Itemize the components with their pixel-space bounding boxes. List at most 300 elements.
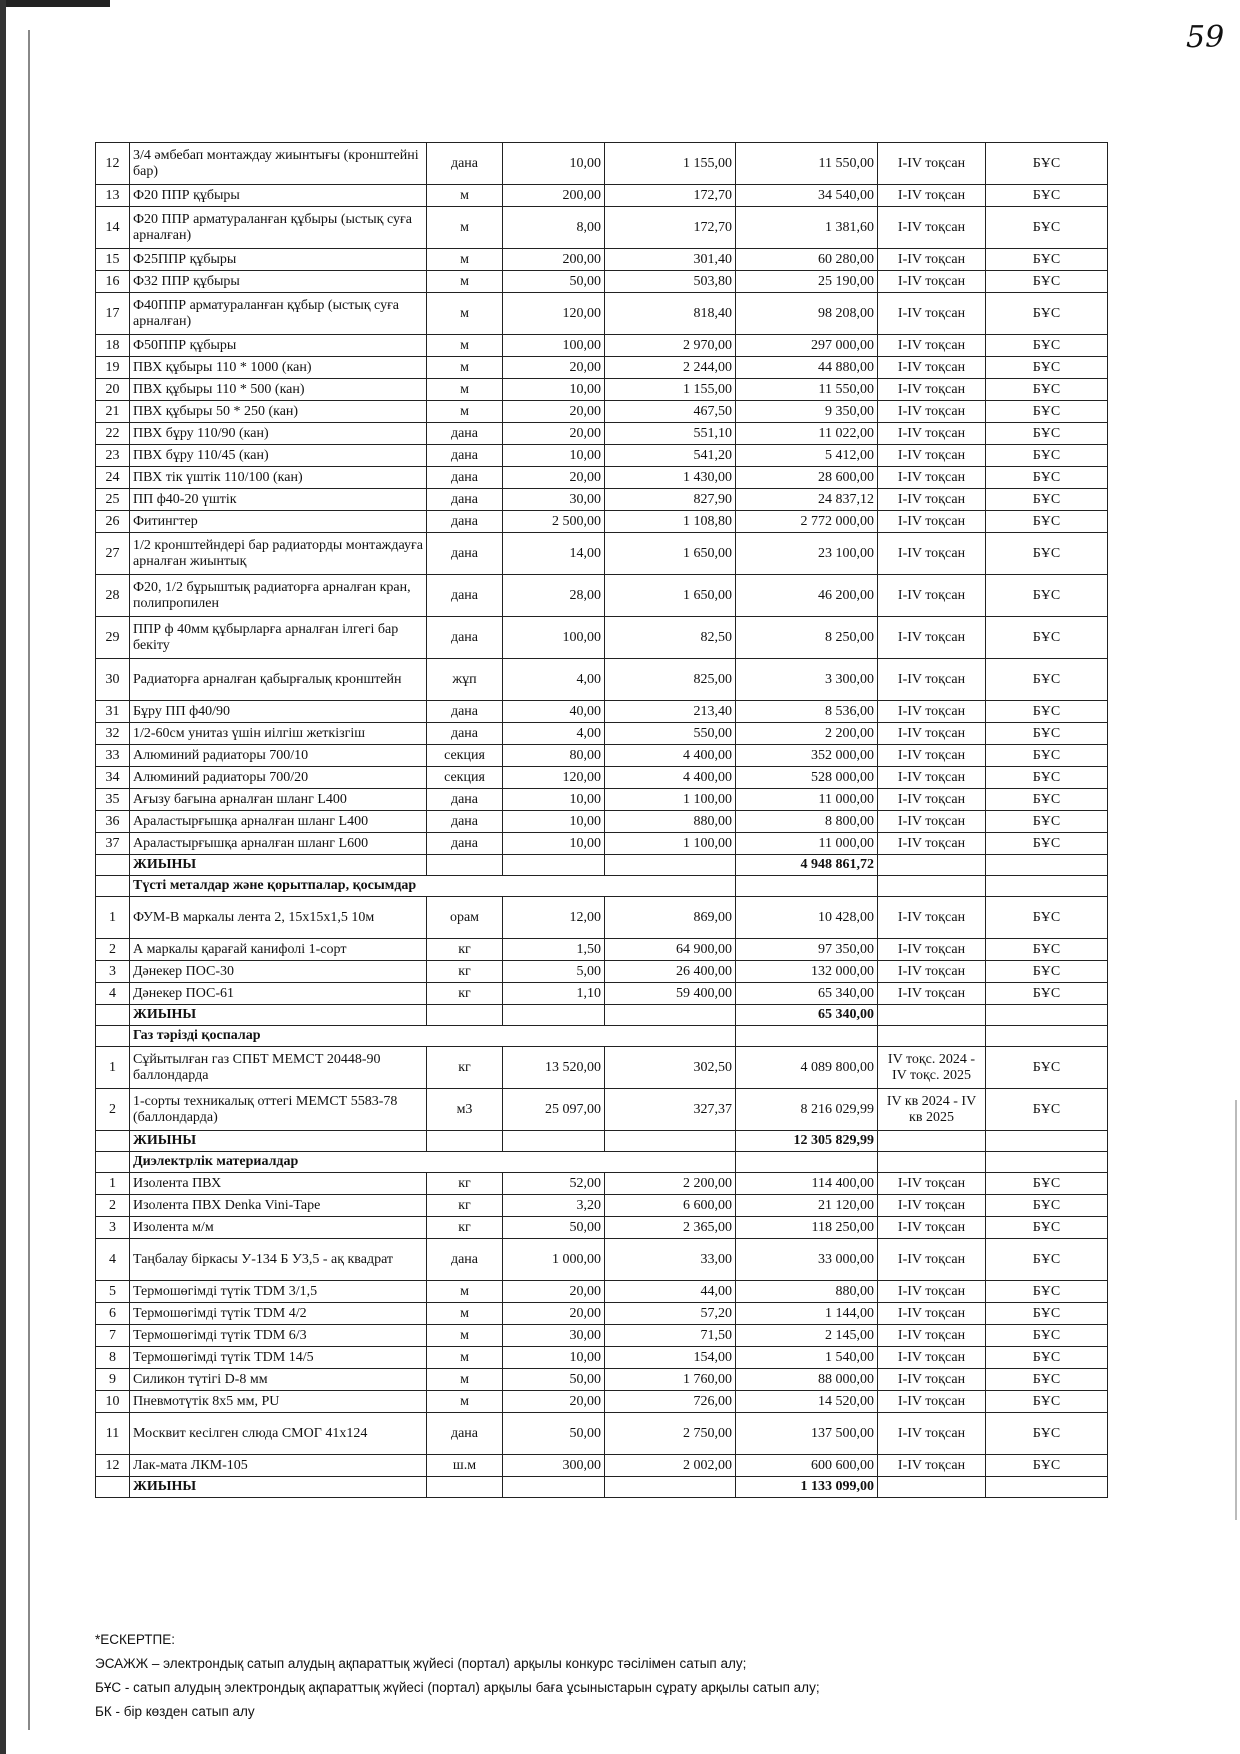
scan-edge-right — [1235, 1100, 1237, 1520]
unit-price: 213,40 — [605, 701, 736, 723]
item-name: ПП ф40-20 үштік — [130, 489, 427, 511]
empty-cell — [96, 1131, 130, 1152]
procurement-method: БҰС — [986, 1047, 1108, 1089]
table-row — [96, 939, 1108, 961]
amount: 2 200,00 — [736, 723, 878, 745]
unit: кг — [427, 983, 503, 1005]
row-number: 19 — [96, 357, 130, 379]
unit: секция — [427, 745, 503, 767]
quantity: 20,00 — [503, 357, 605, 379]
unit: дана — [427, 811, 503, 833]
empty-cell — [878, 1026, 986, 1047]
row-number: 8 — [96, 1347, 130, 1369]
procurement-method: БҰС — [986, 1413, 1108, 1455]
quantity: 3,20 — [503, 1195, 605, 1217]
unit-price: 4 400,00 — [605, 745, 736, 767]
quantity: 30,00 — [503, 489, 605, 511]
amount: 11 550,00 — [736, 143, 878, 185]
period: I-IV тоқсан — [878, 767, 986, 789]
row-number: 2 — [96, 1195, 130, 1217]
item-name: Дәнекер ПОС-30 — [130, 961, 427, 983]
section-header-row — [96, 876, 1108, 897]
unit-price: 825,00 — [605, 659, 736, 701]
quantity: 14,00 — [503, 533, 605, 575]
period: I-IV тоқсан — [878, 701, 986, 723]
page-number: 59 — [1186, 20, 1225, 55]
unit: секция — [427, 767, 503, 789]
table-row — [96, 1369, 1108, 1391]
table-row — [96, 745, 1108, 767]
section-header-row — [96, 1152, 1108, 1173]
amount: 880,00 — [736, 1281, 878, 1303]
unit: дана — [427, 575, 503, 617]
row-number: 6 — [96, 1303, 130, 1325]
table-row — [96, 983, 1108, 1005]
unit: м — [427, 1391, 503, 1413]
quantity: 20,00 — [503, 423, 605, 445]
row-number: 24 — [96, 467, 130, 489]
period: I-IV тоқсан — [878, 659, 986, 701]
amount: 137 500,00 — [736, 1413, 878, 1455]
item-name: ПВХ тік үштік 110/100 (кан) — [130, 467, 427, 489]
procurement-method: БҰС — [986, 701, 1108, 723]
amount: 1 144,00 — [736, 1303, 878, 1325]
row-number: 29 — [96, 617, 130, 659]
amount: 33 000,00 — [736, 1239, 878, 1281]
item-name: Фитингтер — [130, 511, 427, 533]
period: I-IV тоқсан — [878, 423, 986, 445]
item-name: Термошөгімді түтік TDM 3/1,5 — [130, 1281, 427, 1303]
amount: 118 250,00 — [736, 1217, 878, 1239]
period: I-IV тоқсан — [878, 1217, 986, 1239]
amount: 3 300,00 — [736, 659, 878, 701]
empty-cell — [605, 855, 736, 876]
period: I-IV тоқсан — [878, 897, 986, 939]
procurement-method: БҰС — [986, 1239, 1108, 1281]
row-number: 3 — [96, 961, 130, 983]
item-name: Ф50ППР құбыры — [130, 335, 427, 357]
item-name: Алюминий радиаторы 700/10 — [130, 745, 427, 767]
total-label: ЖИЫНЫ — [130, 1477, 427, 1498]
row-number: 9 — [96, 1369, 130, 1391]
unit-price: 1 100,00 — [605, 789, 736, 811]
unit-price: 327,37 — [605, 1089, 736, 1131]
empty-cell — [427, 1477, 503, 1498]
period: I-IV тоқсан — [878, 983, 986, 1005]
unit-price: 302,50 — [605, 1047, 736, 1089]
empty-cell — [96, 1026, 130, 1047]
unit: м — [427, 1369, 503, 1391]
procurement-method: БҰС — [986, 723, 1108, 745]
amount: 11 022,00 — [736, 423, 878, 445]
unit-price: 550,00 — [605, 723, 736, 745]
row-number: 12 — [96, 1455, 130, 1477]
unit: дана — [427, 723, 503, 745]
quantity: 10,00 — [503, 379, 605, 401]
amount: 9 350,00 — [736, 401, 878, 423]
item-name: Ф25ППР құбыры — [130, 249, 427, 271]
unit: м — [427, 335, 503, 357]
empty-cell — [503, 1477, 605, 1498]
row-number: 30 — [96, 659, 130, 701]
quantity: 5,00 — [503, 961, 605, 983]
row-number: 7 — [96, 1325, 130, 1347]
procurement-method: БҰС — [986, 445, 1108, 467]
item-name: ПВХ құбыры 110 * 1000 (кан) — [130, 357, 427, 379]
procurement-method: БҰС — [986, 467, 1108, 489]
amount: 24 837,12 — [736, 489, 878, 511]
table-row — [96, 1325, 1108, 1347]
notes-title: *ЕСКЕРТПЕ: — [95, 1632, 175, 1647]
quantity: 50,00 — [503, 1217, 605, 1239]
item-name: ПВХ құбыры 110 * 500 (кан) — [130, 379, 427, 401]
table-row — [96, 723, 1108, 745]
table-row — [96, 1173, 1108, 1195]
table-row — [96, 1195, 1108, 1217]
procurement-method: БҰС — [986, 897, 1108, 939]
item-name: Ф20, 1/2 бұрыштық радиаторға арналған кран, полипропилен — [130, 575, 427, 617]
procurement-method: БҰС — [986, 1369, 1108, 1391]
unit: жұп — [427, 659, 503, 701]
quantity: 10,00 — [503, 789, 605, 811]
quantity: 120,00 — [503, 767, 605, 789]
unit: дана — [427, 1413, 503, 1455]
row-number: 35 — [96, 789, 130, 811]
table-row — [96, 1281, 1108, 1303]
quantity: 10,00 — [503, 143, 605, 185]
scan-edge-left — [0, 0, 6, 1754]
table-row — [96, 789, 1108, 811]
unit-price: 44,00 — [605, 1281, 736, 1303]
empty-cell — [986, 1477, 1108, 1498]
total-row — [96, 1005, 1108, 1026]
amount: 2 145,00 — [736, 1325, 878, 1347]
unit-price: 880,00 — [605, 811, 736, 833]
period: I-IV тоқсан — [878, 1195, 986, 1217]
table-row — [96, 207, 1108, 249]
unit: кг — [427, 961, 503, 983]
unit-price: 2 200,00 — [605, 1173, 736, 1195]
table-row — [96, 1391, 1108, 1413]
row-number: 32 — [96, 723, 130, 745]
procurement-method: БҰС — [986, 489, 1108, 511]
period: I-IV тоқсан — [878, 1281, 986, 1303]
unit: м — [427, 207, 503, 249]
item-name: ПВХ бұру 110/90 (кан) — [130, 423, 427, 445]
amount: 11 000,00 — [736, 789, 878, 811]
amount: 14 520,00 — [736, 1391, 878, 1413]
quantity: 28,00 — [503, 575, 605, 617]
quantity: 10,00 — [503, 445, 605, 467]
period: I-IV тоқсан — [878, 379, 986, 401]
table-row — [96, 1455, 1108, 1477]
amount: 10 428,00 — [736, 897, 878, 939]
amount: 297 000,00 — [736, 335, 878, 357]
amount: 132 000,00 — [736, 961, 878, 983]
procurement-method: БҰС — [986, 767, 1108, 789]
quantity: 4,00 — [503, 723, 605, 745]
table-row — [96, 767, 1108, 789]
amount: 528 000,00 — [736, 767, 878, 789]
unit-price: 64 900,00 — [605, 939, 736, 961]
row-number: 23 — [96, 445, 130, 467]
amount: 352 000,00 — [736, 745, 878, 767]
note-line-bus: БҰС - сатып алудың электрондық ақпараттық жүйесі (портал) арқылы баға ұсыныстарын сұрату арқылы сатып алу; — [95, 1680, 820, 1695]
row-number: 1 — [96, 1173, 130, 1195]
item-name: Араластырғышқа арналған шланг L400 — [130, 811, 427, 833]
unit: кг — [427, 1217, 503, 1239]
amount: 25 190,00 — [736, 271, 878, 293]
period: I-IV тоқсан — [878, 271, 986, 293]
table-row — [96, 293, 1108, 335]
row-number: 4 — [96, 1239, 130, 1281]
empty-cell — [96, 876, 130, 897]
period: I-IV тоқсан — [878, 1369, 986, 1391]
procurement-method: БҰС — [986, 745, 1108, 767]
period: I-IV тоқсан — [878, 961, 986, 983]
item-name: Термошөгімді түтік TDM 4/2 — [130, 1303, 427, 1325]
amount: 88 000,00 — [736, 1369, 878, 1391]
row-number: 2 — [96, 939, 130, 961]
amount: 98 208,00 — [736, 293, 878, 335]
unit: м3 — [427, 1089, 503, 1131]
unit: дана — [427, 701, 503, 723]
quantity: 200,00 — [503, 185, 605, 207]
empty-cell — [986, 1131, 1108, 1152]
total-amount: 4 948 861,72 — [736, 855, 878, 876]
unit-price: 4 400,00 — [605, 767, 736, 789]
quantity: 300,00 — [503, 1455, 605, 1477]
procurement-method: БҰС — [986, 1455, 1108, 1477]
unit: дана — [427, 467, 503, 489]
item-name: ПВХ құбыры 50 * 250 (кан) — [130, 401, 427, 423]
item-name: ППР ф 40мм құбырларға арналған ілгегі бар бекіту — [130, 617, 427, 659]
row-number: 28 — [96, 575, 130, 617]
amount: 8 250,00 — [736, 617, 878, 659]
unit-price: 818,40 — [605, 293, 736, 335]
table-row — [96, 185, 1108, 207]
procurement-method: БҰС — [986, 1217, 1108, 1239]
amount: 46 200,00 — [736, 575, 878, 617]
empty-cell — [605, 1477, 736, 1498]
amount: 65 340,00 — [736, 983, 878, 1005]
unit-price: 59 400,00 — [605, 983, 736, 1005]
period: I-IV тоқсан — [878, 1303, 986, 1325]
item-name: ФУМ-В маркалы лента 2, 15х15х1,5 10м — [130, 897, 427, 939]
row-number: 16 — [96, 271, 130, 293]
unit-price: 467,50 — [605, 401, 736, 423]
unit: м — [427, 185, 503, 207]
table-row — [96, 1303, 1108, 1325]
item-name: Ф40ППР арматураланған құбыр (ыстық суға арналған) — [130, 293, 427, 335]
table-row — [96, 1347, 1108, 1369]
table-row — [96, 1089, 1108, 1131]
period: I-IV тоқсан — [878, 1455, 986, 1477]
period: I-IV тоқсан — [878, 467, 986, 489]
quantity: 1 000,00 — [503, 1239, 605, 1281]
period: IV тоқс. 2024 - IV тоқс. 2025 — [878, 1047, 986, 1089]
unit-price: 172,70 — [605, 207, 736, 249]
amount: 4 089 800,00 — [736, 1047, 878, 1089]
empty-cell — [736, 1152, 878, 1173]
row-number: 11 — [96, 1413, 130, 1455]
row-number: 37 — [96, 833, 130, 855]
procurement-method: БҰС — [986, 207, 1108, 249]
procurement-method: БҰС — [986, 185, 1108, 207]
quantity: 10,00 — [503, 833, 605, 855]
unit-price: 503,80 — [605, 271, 736, 293]
empty-cell — [878, 876, 986, 897]
total-label: ЖИЫНЫ — [130, 855, 427, 876]
period: I-IV тоқсан — [878, 575, 986, 617]
row-number: 34 — [96, 767, 130, 789]
quantity: 2 500,00 — [503, 511, 605, 533]
note-line-bk: БК - бір көзден сатып алу — [95, 1704, 255, 1719]
procurement-method: БҰС — [986, 1325, 1108, 1347]
procurement-method: БҰС — [986, 983, 1108, 1005]
table-row — [96, 617, 1108, 659]
unit: дана — [427, 1239, 503, 1281]
unit-price: 1 155,00 — [605, 379, 736, 401]
item-name: 1/2 кронштейндері бар радиаторды монтаждауға арналған жиынтық — [130, 533, 427, 575]
amount: 2 772 000,00 — [736, 511, 878, 533]
empty-cell — [605, 1005, 736, 1026]
unit-price: 1 100,00 — [605, 833, 736, 855]
period: I-IV тоқсан — [878, 357, 986, 379]
amount: 28 600,00 — [736, 467, 878, 489]
quantity: 1,50 — [503, 939, 605, 961]
item-name: Термошөгімді түтік TDM 6/3 — [130, 1325, 427, 1347]
procurement-method: БҰС — [986, 379, 1108, 401]
quantity: 20,00 — [503, 401, 605, 423]
unit: м — [427, 379, 503, 401]
procurement-method: БҰС — [986, 1281, 1108, 1303]
row-number: 33 — [96, 745, 130, 767]
period: I-IV тоқсан — [878, 723, 986, 745]
procurement-method: БҰС — [986, 833, 1108, 855]
quantity: 100,00 — [503, 617, 605, 659]
procurement-method: БҰС — [986, 939, 1108, 961]
quantity: 50,00 — [503, 271, 605, 293]
amount: 60 280,00 — [736, 249, 878, 271]
row-number: 26 — [96, 511, 130, 533]
period: I-IV тоқсан — [878, 1325, 986, 1347]
unit-price: 172,70 — [605, 185, 736, 207]
unit: м — [427, 357, 503, 379]
table-row — [96, 1047, 1108, 1089]
table-row — [96, 357, 1108, 379]
quantity: 80,00 — [503, 745, 605, 767]
procurement-method: БҰС — [986, 575, 1108, 617]
period: I-IV тоқсан — [878, 1413, 986, 1455]
unit-price: 2 970,00 — [605, 335, 736, 357]
procurement-method: БҰС — [986, 811, 1108, 833]
item-name: ПВХ бұру 110/45 (кан) — [130, 445, 427, 467]
quantity: 40,00 — [503, 701, 605, 723]
procurement-method: БҰС — [986, 617, 1108, 659]
item-name: Бұру ПП ф40/90 — [130, 701, 427, 723]
row-number: 4 — [96, 983, 130, 1005]
quantity: 20,00 — [503, 1303, 605, 1325]
item-name: 3/4 әмбебап монтаждау жиынтығы (кронштейні бар) — [130, 143, 427, 185]
table-row — [96, 575, 1108, 617]
total-row — [96, 855, 1108, 876]
procurement-table — [95, 142, 1108, 1498]
unit-price: 1 650,00 — [605, 533, 736, 575]
empty-cell — [986, 855, 1108, 876]
procurement-method: БҰС — [986, 1089, 1108, 1131]
unit: дана — [427, 789, 503, 811]
procurement-method: БҰС — [986, 357, 1108, 379]
empty-cell — [427, 1131, 503, 1152]
empty-cell — [878, 1131, 986, 1152]
procurement-method: БҰС — [986, 293, 1108, 335]
item-name: Дәнекер ПОС-61 — [130, 983, 427, 1005]
item-name: Алюминий радиаторы 700/20 — [130, 767, 427, 789]
table-row — [96, 811, 1108, 833]
quantity: 120,00 — [503, 293, 605, 335]
row-number: 36 — [96, 811, 130, 833]
table-row — [96, 445, 1108, 467]
empty-cell — [96, 855, 130, 876]
amount: 21 120,00 — [736, 1195, 878, 1217]
period: I-IV тоқсан — [878, 1347, 986, 1369]
row-number: 14 — [96, 207, 130, 249]
table-row — [96, 1217, 1108, 1239]
period: I-IV тоқсан — [878, 511, 986, 533]
period: I-IV тоқсан — [878, 335, 986, 357]
amount: 5 412,00 — [736, 445, 878, 467]
unit: м — [427, 249, 503, 271]
unit: дана — [427, 533, 503, 575]
item-name: Москвит кесілген слюда СМОГ 41х124 — [130, 1413, 427, 1455]
unit: ш.м — [427, 1455, 503, 1477]
unit: дана — [427, 511, 503, 533]
empty-cell — [986, 1026, 1108, 1047]
procurement-method: БҰС — [986, 1173, 1108, 1195]
period: I-IV тоқсан — [878, 401, 986, 423]
row-number: 31 — [96, 701, 130, 723]
period: I-IV тоқсан — [878, 939, 986, 961]
period: I-IV тоқсан — [878, 445, 986, 467]
amount: 1 540,00 — [736, 1347, 878, 1369]
period: IV кв 2024 - IV кв 2025 — [878, 1089, 986, 1131]
amount: 8 800,00 — [736, 811, 878, 833]
unit-price: 1 108,80 — [605, 511, 736, 533]
period: I-IV тоқсан — [878, 293, 986, 335]
unit: кг — [427, 1047, 503, 1089]
empty-cell — [503, 1005, 605, 1026]
unit: кг — [427, 1173, 503, 1195]
item-name: Пневмотүтік 8х5 мм, PU — [130, 1391, 427, 1413]
table-row — [96, 701, 1108, 723]
item-name: 1-сорты техникалық оттегі МЕМСТ 5583-78 (баллондарда) — [130, 1089, 427, 1131]
table-row — [96, 143, 1108, 185]
item-name: Ф20 ППР арматураланған құбыры (ыстық суға арналған) — [130, 207, 427, 249]
table-body — [96, 143, 1108, 1498]
unit-price: 2 244,00 — [605, 357, 736, 379]
unit-price: 551,10 — [605, 423, 736, 445]
quantity: 50,00 — [503, 1369, 605, 1391]
note-line-esazh: ЭСАЖЖ – электрондық сатып алудың ақпараттық жүйесі (портал) арқылы конкурс тәсілімен сатып алу; — [95, 1656, 747, 1671]
amount: 11 550,00 — [736, 379, 878, 401]
period: I-IV тоқсан — [878, 207, 986, 249]
table-row — [96, 533, 1108, 575]
quantity: 20,00 — [503, 1391, 605, 1413]
period: I-IV тоқсан — [878, 143, 986, 185]
row-number: 21 — [96, 401, 130, 423]
amount: 8 216 029,99 — [736, 1089, 878, 1131]
